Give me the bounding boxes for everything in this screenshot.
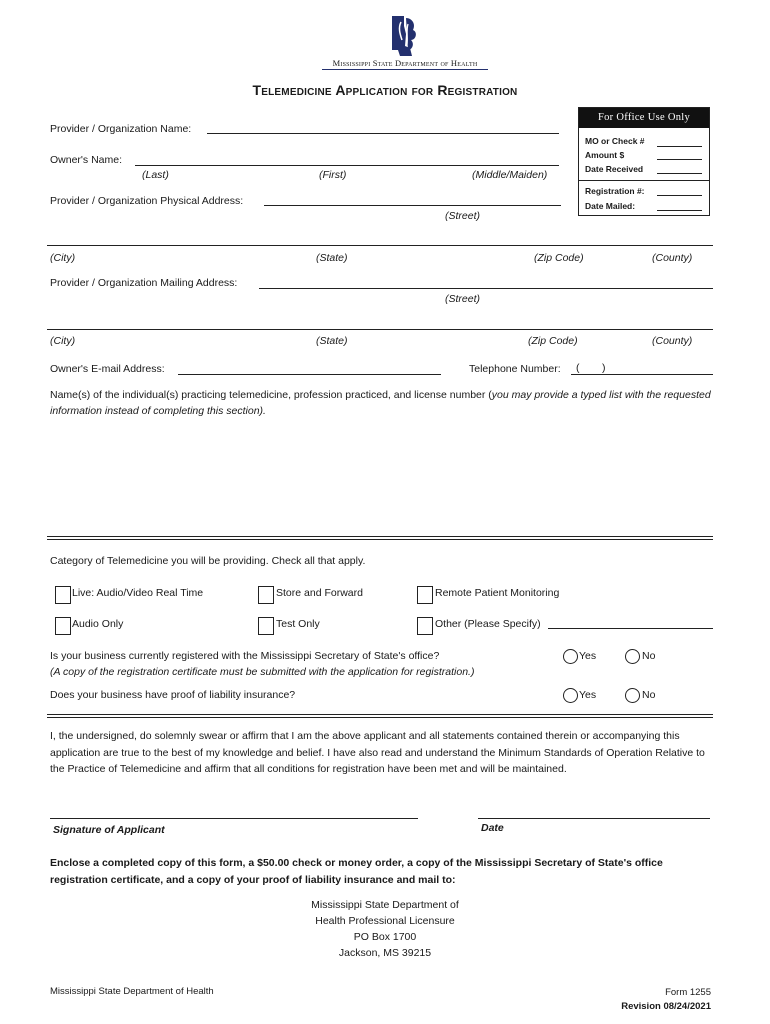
email-field[interactable]	[178, 374, 441, 375]
mailing-street-caption: (Street)	[445, 293, 481, 305]
physical-zip-caption: (Zip Code)	[534, 252, 584, 264]
agency-logo-text: Mississippi State Department of Health	[332, 58, 478, 68]
middle-name-caption: (Middle/Maiden)	[472, 169, 548, 181]
phone-label: Telephone Number:	[469, 363, 561, 375]
radio-sos-yes[interactable]	[563, 649, 578, 664]
option-remote-monitoring: Remote Patient Monitoring	[435, 587, 560, 599]
option-test-only: Test Only	[276, 618, 320, 630]
date-label: Date	[481, 822, 504, 834]
category-prompt: Category of Telemedicine you will be providing. Check all that apply.	[50, 555, 366, 567]
affirmation-text: I, the undersigned, do solemnly swear or affirm that I am the above applicant and all statements contained therein or accompanying this application are true to the best of my knowledge and belief. I have also read and understand the Minimum Standards of Operation Relative to the Practice of Telemedicine and affirm that all conditions for registration have been met and will be maintained.	[50, 730, 705, 775]
enclose-instructions: Enclose a completed copy of this form, a $50.00 check or money order, a copy of the Mississippi Secretary of State's office registration certificate, and a copy of your proof of liability insurance and mail to:	[50, 857, 663, 886]
org-name-label: Provider / Organization Name:	[50, 123, 192, 135]
option-other: Other (Please Specify)	[435, 618, 541, 630]
mailing-city-field[interactable]	[47, 329, 713, 330]
option-audio-only: Audio Only	[72, 618, 124, 630]
question-sos-registration: Is your business currently registered with the Mississippi Secretary of State's office?	[50, 650, 440, 662]
question-liability: Does your business have proof of liability insurance?	[50, 689, 296, 701]
physical-city-caption: (City)	[50, 252, 76, 264]
mailing-state-caption: (State)	[316, 335, 348, 347]
date-received-label: Date Received	[585, 164, 644, 174]
checkbox-test-only[interactable]	[258, 617, 274, 635]
radio-liability-no[interactable]	[625, 688, 640, 703]
date-field[interactable]	[478, 818, 710, 819]
practitioners-text: Name(s) of the individual(s) practicing telemedicine, profession practiced, and license number (	[50, 389, 492, 401]
mailing-line-3: PO Box 1700	[353, 931, 417, 943]
footer-form-number: Form 1255	[665, 987, 711, 998]
phone-paren-open: (	[576, 362, 580, 374]
first-name-caption: (First)	[319, 169, 347, 181]
mailing-zip-caption: (Zip Code)	[528, 335, 578, 347]
last-name-caption: (Last)	[142, 169, 169, 181]
mailing-county-caption: (County)	[652, 335, 693, 347]
date-mailed-label: Date Mailed:	[585, 201, 636, 211]
footer-agency: Mississippi State Department of Health	[50, 986, 214, 997]
question-sos-note: (A copy of the registration certificate must be submitted with the application for registration.)	[50, 666, 475, 678]
amount-field[interactable]	[657, 159, 702, 160]
checkbox-live-audio-video[interactable]	[55, 586, 71, 604]
practitioners-italic: you may provide a typed list with the requested information instead of completing this section).	[50, 389, 711, 417]
registration-field[interactable]	[657, 195, 702, 196]
checkbox-other[interactable]	[417, 617, 433, 635]
date-received-field[interactable]	[657, 173, 702, 174]
radio-liability-yes-label: Yes	[579, 689, 597, 701]
mailing-address-label: Provider / Organization Mailing Address:	[50, 277, 238, 289]
radio-sos-yes-label: Yes	[579, 650, 597, 662]
radio-sos-no-label: No	[642, 650, 656, 662]
email-label: Owner's E-mail Address:	[50, 363, 165, 375]
practitioners-instructions	[50, 387, 715, 419]
signature-label: Signature of Applicant	[53, 824, 165, 836]
checkbox-store-forward[interactable]	[258, 586, 274, 604]
physical-street-field[interactable]	[264, 205, 561, 206]
footer-revision: Revision 08/24/2021	[621, 1001, 711, 1012]
section-divider-2	[47, 714, 713, 718]
section-divider	[47, 536, 713, 540]
registration-label: Registration #:	[585, 186, 645, 196]
phone-field[interactable]	[571, 374, 713, 375]
mailing-line-4: Jackson, MS 39215	[338, 947, 432, 959]
phone-paren-close: )	[602, 362, 606, 374]
radio-sos-no[interactable]	[625, 649, 640, 664]
owner-name-label: Owner's Name:	[50, 154, 123, 166]
owner-name-field[interactable]	[135, 165, 559, 166]
physical-city-field[interactable]	[47, 245, 713, 246]
office-use-box	[578, 107, 710, 216]
date-mailed-field[interactable]	[657, 210, 702, 211]
physical-address-label: Provider / Organization Physical Address:	[50, 195, 244, 207]
mailing-city-caption: (City)	[50, 335, 76, 347]
mailing-line-2: Health Professional Licensure	[315, 915, 455, 927]
option-store-forward: Store and Forward	[276, 587, 363, 599]
agency-logo	[322, 12, 488, 70]
signature-field[interactable]	[50, 818, 418, 819]
option-live-audio-video: Live: Audio/Video Real Time	[72, 587, 204, 599]
radio-liability-no-label: No	[642, 689, 656, 701]
physical-county-caption: (County)	[652, 252, 693, 264]
practitioners-entry-area[interactable]	[47, 422, 713, 532]
footer-form-info	[560, 986, 711, 1014]
radio-liability-yes[interactable]	[563, 688, 578, 703]
mailing-address-block	[235, 897, 535, 961]
mailing-line-1: Mississippi State Department of	[311, 899, 459, 911]
mississippi-state-icon	[386, 12, 426, 58]
checkbox-remote-monitoring[interactable]	[417, 586, 433, 604]
mailing-street-field[interactable]	[259, 288, 713, 289]
mo-check-field[interactable]	[657, 146, 702, 147]
other-specify-field[interactable]	[548, 628, 713, 629]
org-name-field[interactable]	[207, 133, 559, 134]
checkbox-audio-only[interactable]	[55, 617, 71, 635]
amount-label: Amount $	[585, 150, 625, 160]
page-title: Telemedicine Application for Registration	[252, 82, 518, 98]
physical-street-caption: (Street)	[445, 210, 481, 222]
physical-state-caption: (State)	[316, 252, 348, 264]
office-use-heading: For Office Use Only	[579, 108, 709, 128]
mo-check-label: MO or Check #	[585, 136, 645, 146]
